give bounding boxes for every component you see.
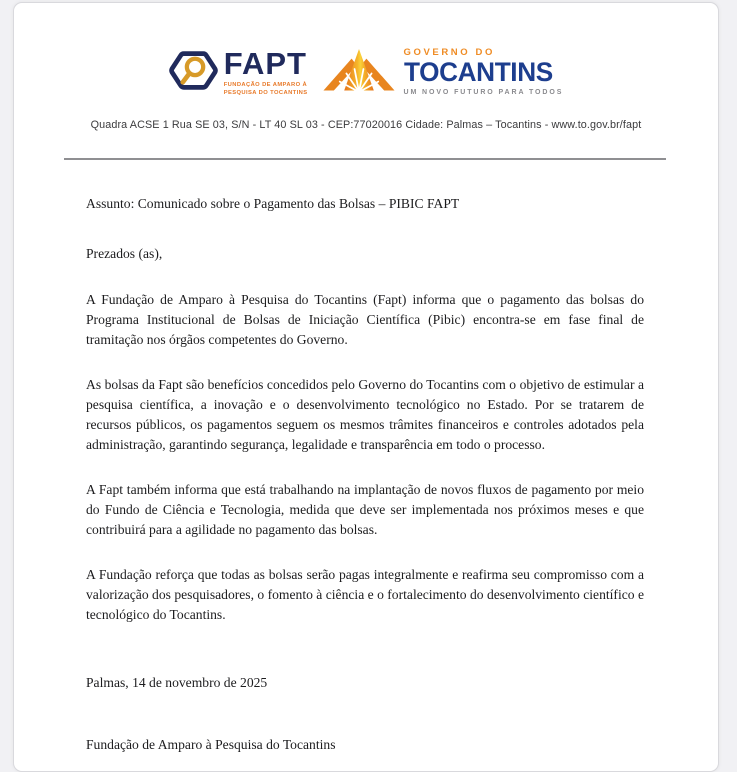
letter-body xyxy=(14,194,718,755)
header-divider xyxy=(64,158,666,160)
subject-line: Assunto: Comunicado sobre o Pagamento das Bolsas – PIBIC FAPT xyxy=(86,196,460,211)
paragraph-4: A Fundação reforça que todas as bolsas serão pagas integralmente e reafirma seu compromisso com a valorização dos pesquisadores, o fomento à ciência e o fortalecimento do desenvolvimento científico e tecnológico do Tocantins. xyxy=(86,567,644,622)
governo-tocantins-logo xyxy=(322,46,564,100)
paragraph-3: A Fapt também informa que está trabalhando na implantação de novos fluxos de pagamento por meio do Fundo de Ciência e Tecnologia, medida que deve ser implementada nos próximos meses e que contribuirá para a agilidade no pagamento das bolsas. xyxy=(86,482,644,537)
letterhead xyxy=(14,46,718,100)
salutation: Prezados (as), xyxy=(86,246,163,261)
tocantins-mountain-sun-icon xyxy=(322,46,396,100)
fapt-logo xyxy=(169,46,308,100)
date-line: Palmas, 14 de novembro de 2025 xyxy=(86,675,268,690)
fapt-logo-name: FAPT xyxy=(223,46,307,82)
tocantins-label: TOCANTINS xyxy=(403,57,553,87)
governo-logo-text xyxy=(404,48,564,101)
governo-do-label: GOVERNO DO xyxy=(403,46,495,58)
paragraph-1: A Fundação de Amparo à Pesquisa do Tocantins (Fapt) informa que o pagamento das bolsas do Programa Institucional de Bolsas de Iniciação Científica (Pibic) encontra-se em fase final de tramitação nos órgãos competentes do Governo. xyxy=(86,292,644,347)
fapt-logo-text xyxy=(224,48,308,98)
fapt-logo-subtitle: FUNDAÇÃO DE AMPARO À PESQUISA DO TOCANTINS xyxy=(223,82,308,96)
paragraph-2: As bolsas da Fapt são benefícios concedidos pelo Governo do Tocantins com o objetivo de estimular a pesquisa científica, a inovação e o desenvolvimento tecnológico no Estado. Por se tratarem de recursos públicos, os pagamentos seguem os mesmos trâmites financeiros e controles adotados pela administração, garantindo segurança, legalidade e transparência em todo o processo. xyxy=(86,377,644,452)
governo-tagline: UM NOVO FUTURO PARA TODOS xyxy=(403,89,564,96)
signature-line: Fundação de Amparo à Pesquisa do Tocantins xyxy=(86,737,336,752)
fapt-magnifier-hexagon-icon xyxy=(169,46,218,100)
letterhead-address: Quadra ACSE 1 Rua SE 03, S/N - LT 40 SL 03 - CEP:77020016 Cidade: Palmas – Tocantins - www.to.gov.br/fapt xyxy=(90,119,642,131)
document-page xyxy=(13,2,719,772)
